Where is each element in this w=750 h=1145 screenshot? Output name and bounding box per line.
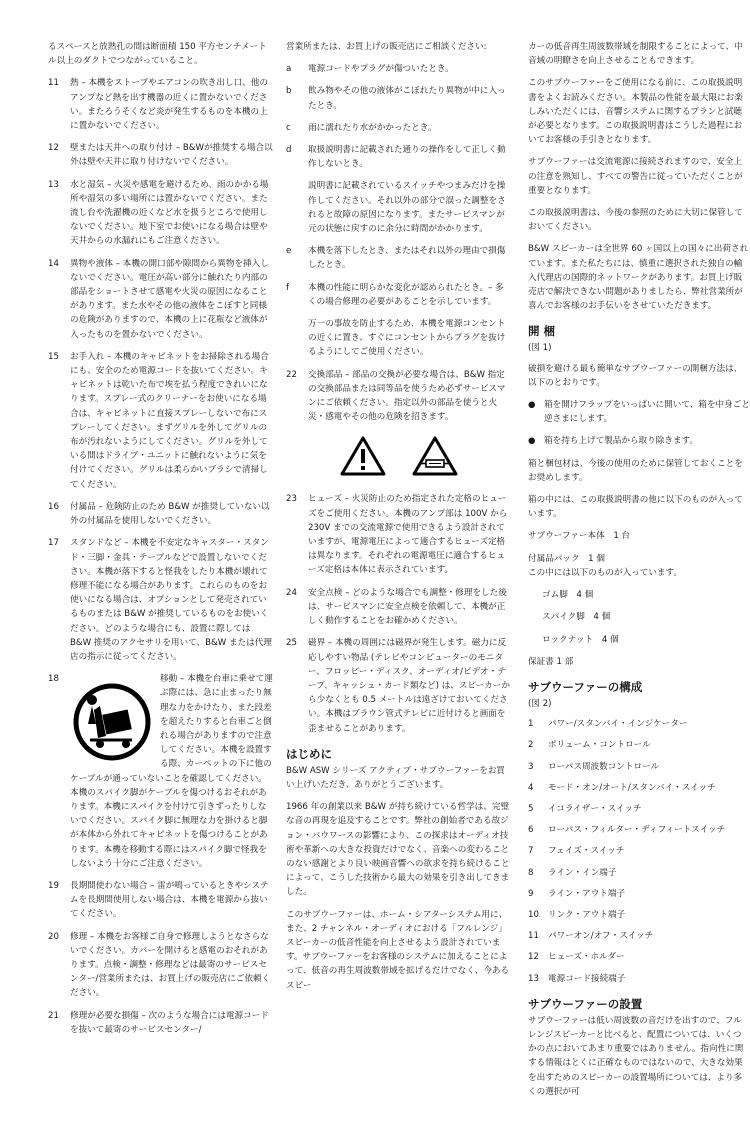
item-number: 19: [48, 880, 59, 891]
item-number: 15: [48, 351, 59, 362]
item-number: 9: [528, 888, 534, 899]
list-item: [528, 760, 750, 774]
list-item: [48, 141, 274, 169]
list-item: [286, 368, 512, 425]
item-number: 11: [48, 78, 59, 89]
figure-reference: (図 2): [528, 698, 552, 709]
list-item: [528, 717, 750, 731]
item-text: 電源コード接続端子: [548, 973, 626, 984]
paragraph: 箱と梱包材は、今後の使用のために保管しておくことをお奨めします。: [528, 458, 743, 483]
item-text: 壁または天井への取り付け – B&Wが推奨する場合以外は壁や天井に取り付けないでください。: [70, 143, 273, 168]
contents-line: この中には以下のものが入っています。: [528, 567, 683, 578]
paragraph: B&W ASW シリーズ アクティブ・サブウーファーをお買い上げいただき、ありがとうございます。: [286, 765, 506, 790]
item-text: 取扱説明書に記載された通りの操作をして正しく動作しないとき。: [308, 145, 506, 170]
item-letter: f: [286, 282, 290, 293]
item-text: ローパス周波数コントロール: [548, 761, 660, 772]
item-text: 熱 – 本機をストーブやエアコンの吹き出し口、他のアンプなど熱を出す機器の近くに置かないでください。またろうそくなど炎が発生するものを本機の上に置かないでください。: [70, 78, 268, 132]
item-text: フェイズ・スイッチ: [548, 846, 625, 857]
item-text: ヒューズ・ホルダー: [548, 952, 625, 963]
list-item: [528, 866, 750, 880]
item-text: スタンドなど – 本機を不安定なキャスター・スタンド・三脚・金具・テーブルなどで設置しないでください。本機が落下すると怪我をしたり本機が壊れて修理不能になる場合があります。これらのものをお使いになる場合は、オプションとして発売されているものまたは B&W が推奨しているものをお使いください。どのような場合にも、設置に際しては B&W 推奨のアクセサリを用いて、B&W または代理店の指示に従ってください。: [70, 538, 272, 662]
list-item: [286, 62, 512, 76]
item-number: 16: [48, 501, 59, 512]
item-number: 14: [48, 258, 59, 269]
list-item: [48, 1009, 274, 1037]
item-text: 電源コードやプラグが傷ついたとき。: [308, 64, 454, 75]
item-number: 24: [286, 587, 297, 598]
list-item: [48, 178, 274, 249]
item-number: 5: [528, 803, 534, 814]
item-text: 水と湿気 – 火災や感電を避けるため、雨のかかる場所や湿気の多い場所には置かないでください。また流し台や洗濯機の近くなど水を扱うところで使用しないでください。地下室でお使いになる場合は壁や天井からの水漏れにもご注意ください。: [70, 179, 269, 247]
paragraph: このサブウーファーをご使用になる前に、この取扱説明書をよくお読みください。本製品の性能を最大限にお楽しみいただくには、音響システムに関するプランと試聴が必要となります。この取扱説明書はこうした過程においてお客様の手引きとなります。: [528, 78, 743, 146]
item-text: ローパス・フィルター・ディフィートスイッチ: [548, 825, 726, 836]
item-text: 磁界 – 本機の周囲には磁界が発生します。磁力に反応しやすい物品 (テレビやコンピューターのモニター、フロッピー・ディスク、オーディオ/ビデオ・テープ、キャッシュ・カード類など) は、スピーカーから少なくとも 0.5 メートルは遠ざけておいてください。本機はブラウン管式テレビに近付けると画面を歪ませることがあります。: [308, 638, 510, 734]
item-number: 11: [528, 931, 539, 942]
cart-tipover-warning-icon: [70, 676, 154, 766]
list-item: [528, 908, 750, 922]
item-text: 雨に濡れたり水がかかったとき。: [308, 122, 437, 133]
item-number: 25: [286, 638, 297, 649]
item-text: パワーオン/オフ・スイッチ: [548, 931, 654, 942]
section-heading: 開 梱: [528, 324, 556, 339]
list-item: [48, 257, 274, 342]
item-text: 本機を落下したとき、またはそれ以外の理由で損傷したとき。: [308, 246, 506, 271]
bullet-text: 箱を持ち上げて製品から取り除きます。: [544, 436, 699, 447]
bullet-item: [528, 434, 750, 448]
contents-line: サブウーファー本体 1 台: [528, 531, 631, 542]
item-number: 18: [48, 674, 59, 685]
list-item: [528, 802, 750, 816]
paragraph: サブウーファーは低い周波数の音だけを出すので、フルレンジスピーカーと比べると、配置については、いくつかの点においてあまり重要ではありません。指向性に関する情報はとくに正確なものではないので、大きな効果を出すためのスピーカーの設置場所については、より多くの選択が可: [528, 1015, 744, 1097]
item-text: イコライザー・スイッチ: [548, 803, 642, 814]
section-heading: サブウーファーの構成: [528, 679, 643, 694]
list-item: [286, 84, 512, 112]
paragraph: サブウーファーは交流電源に接続されますので、安全上の注意を熟知し、すべての警告に従っていただくことが重要となります。: [528, 157, 743, 196]
item-number: 17: [48, 538, 59, 549]
component-list: [528, 717, 750, 986]
item-text: ボリューム・コントロール: [548, 740, 651, 751]
item-text: 付属品 – 危険防止のため B&W が推奨していない以外の付属品を使用しないでください。: [70, 501, 270, 527]
sub-paragraph: 万一の事故を防止するため、本機を電源コンセントの近くに置き、すぐにコンセントからプラグを抜けるようにしてご使用ください。: [308, 319, 506, 358]
item-number: 8: [528, 867, 534, 878]
fuse-warning-icon: [412, 436, 458, 476]
list-item: [528, 972, 750, 986]
item-text: 移動 – 本機を台車に乗せて運ぶ際には、急に止まったり無理な力をかけたり、また段差を超えたりすると台車ごと倒れる場合がありますので注意してください。本機を設置する際、カーペットの下に他のケーブルが通っていないことを確認してください。本機のスパイク脚がケーブルを傷つけるおそれがあります。本機にスパイクを付けて引きずったりしないでください。スパイク脚に無理な力を掛けると脚が本体から外れてキャビネットを傷つけることがあります。本機を移動する際にはスパイク脚で怪我をしないよう十分にご注意ください。: [70, 674, 273, 869]
bullet-dot-icon: ●: [528, 436, 536, 447]
list-item: [48, 350, 274, 492]
contents-part: ゴム脚 4 個: [542, 590, 594, 601]
item-text: 異物や液体 – 本機の開口部や隙間から異物を挿入しないでください。電圧が高い部分に触れたり内部の部品をショートさせて感電や火災の原因になることがあります。また水やその他の液体をこぼすと同様の危険がありますので、本機の上に花瓶など液体が入ったものを置かないでください。: [70, 258, 269, 340]
list-item: [48, 930, 274, 1001]
item-text: 長期間使わない場合 – 雷が鳴っているときやシステムを長期間使用しない場合は、本機を電源から抜いてください。: [70, 880, 269, 920]
item-number: 22: [286, 369, 297, 380]
list-item: [528, 781, 750, 795]
item-text: ライン・アウト端子: [548, 888, 626, 899]
item-number: 7: [528, 846, 534, 857]
item-letter: e: [286, 246, 292, 257]
list-item: [286, 586, 512, 629]
paragraph: このサブウーファーは、ホーム・シアターシステム用に、また、2 チャンネル・オーディオにおける「フルレンジ」スピーカーの低音性能を向上させるよう設計されています。サブウーファーをお客様のシステムに加えることによって、低音の再生周波数帯域を拡げるだけでなく、今あるスピー: [286, 909, 510, 991]
list-item: [286, 244, 512, 272]
warning-icons: [286, 436, 512, 476]
continued-text: 営業所または、お買上げの販売店にご相談ください:: [286, 42, 487, 52]
contents-part: スパイク脚 4 個: [542, 612, 611, 623]
list-item: [528, 887, 750, 901]
paragraph: この取扱説明書は、今後の参照のために大切に保管しておいてください。: [528, 208, 743, 233]
column-middle: [286, 40, 512, 1001]
item-number: 10: [528, 909, 539, 920]
list-item-cart-warning: [48, 672, 274, 871]
item-text: 修理 – 本機をお客様ご自身で修理しようとなさらないでください。カバーを開けると感電のおそれがあります。点検・調整・修理などは最寄のサービスセンター/営業所または、お買上げの販売店にご依頼ください。: [70, 931, 271, 999]
list-item: [48, 879, 274, 922]
item-text: 交換部品 – 部品の交換が必要な場合は、B&W 指定の交換部品または同等品を使うため必ずサービスマンにご依頼ください。指定以外の部品を使うと火災・感電やその他の危険を招きます。: [308, 369, 506, 423]
item-number: 23: [286, 494, 297, 505]
list-item: [528, 738, 750, 752]
list-item: [48, 500, 274, 528]
item-number: 3: [528, 761, 534, 772]
section-heading: はじめに: [286, 746, 332, 761]
item-number: 6: [528, 825, 534, 836]
bullet-dot-icon: ●: [528, 400, 536, 411]
item-text: ライン・イン端子: [548, 867, 617, 878]
item-text: 安全点検 – どのような場合でも調整・修理をした後は、サービスマンに安全点検を依頼して、本機が正しく動作することをお確かめください。: [308, 587, 507, 627]
bullet-text: 箱を開けフラップをいっぱいに開いて、箱を中身ごと逆さまにします。: [544, 400, 750, 425]
bullet-item: [528, 398, 750, 426]
sub-paragraph: 説明書に記載されているスイッチやつまみだけを操作してください。それ以外の部分で誤った調整をされると故障の原因になります。またサービスマンが元の状態に戻すのに余分に時間がかかります。: [308, 181, 506, 235]
section-heading: サブウーファーの設置: [528, 996, 643, 1011]
item-letter: a: [286, 64, 292, 75]
item-number: 1: [528, 719, 534, 730]
column-right: [528, 40, 750, 1107]
list-item: [528, 950, 750, 964]
caution-triangle-icon: [340, 436, 386, 476]
item-number: 13: [528, 973, 539, 984]
contents-line: 付属品パック 1 個: [528, 553, 605, 564]
column-left: [48, 40, 274, 1045]
item-number: 12: [48, 143, 59, 154]
warranty-line: 保証書 1 部: [528, 656, 574, 667]
item-letter: b: [286, 86, 292, 97]
item-text: 修理が必要な損傷 – 次のような場合には電源コードを抜いて最寄のサービスセンター/: [70, 1010, 269, 1035]
list-item: [48, 536, 274, 664]
list-item: [286, 121, 512, 135]
list-item: [528, 929, 750, 943]
item-number: 2: [528, 740, 534, 751]
paragraph: 箱の中には、この取扱説明書の他に以下のものが入っています。: [528, 495, 743, 520]
item-letter: c: [286, 122, 291, 133]
item-number: 4: [528, 782, 534, 793]
paragraph: カーの低音再生周波数帯域を制限することによって、中音域の明瞭さを向上させることもできます。: [528, 42, 743, 67]
item-text: ヒューズ – 火災防止のため指定された定格のヒューズをご使用ください。本機のアンプ部は 100V から 230V までの交流電源で使用できるよう設計されていますが、電源電圧によって適合するヒューズ定格は異なります。それぞれの電源電圧に適合するヒューズ定格は本体に表示されています。: [308, 494, 508, 576]
list-item: [48, 76, 274, 133]
item-number: 20: [48, 931, 59, 942]
item-text: お手入れ – 本機のキャビネットをお掃除される場合にも、安全のため電源コードを抜いてください。キャビネットは乾いた布で埃を払う程度できれいになります。スプレー式のクリーナーをお使いになる場合は、キャビネットに直接スプレーしないで布にスプレーしてください。まずグリルを外してグリルの布が汚れないようにしてください。グリルを外している間はドライブ・ユニットに触れないように気を付けてください。グリルは柔らかいブラシで清掃してください。: [70, 351, 269, 490]
list-item: [286, 636, 512, 735]
item-text: パワー/スタンバイ・インジケーター: [548, 719, 688, 730]
paragraph: B&W スピーカーは全世界 60 ヶ国以上の国々に出荷されています。また私たちには、慎重に選択された独自の輸入代理店の国際的ネットワークがあります。お買上げ販売店で解決できない問題がありましたら、弊社営業所が喜んでお客様のお手伝いをさせていただきます。: [528, 244, 749, 312]
list-item: [286, 281, 512, 309]
continued-text: るスペースと放熱孔の間は断面積 150 平方センチメートル以上のダクトでつながっていること。: [48, 42, 267, 67]
list-item: [528, 823, 750, 837]
contents-part: ロックナット 4 個: [542, 634, 619, 645]
list-item: [528, 844, 750, 858]
list-item: [286, 143, 512, 171]
list-item: [286, 492, 512, 577]
item-text: モード・オン/オート/スタンバイ・スイッチ: [548, 782, 716, 793]
item-number: 12: [528, 952, 539, 963]
paragraph: 破損を避ける最も簡単なサブウーファーの開梱方法は、以下のとおりです。: [528, 363, 743, 388]
item-number: 21: [48, 1010, 59, 1021]
item-text: 本機の性能に明らかな変化が認められたとき。– 多くの場合修理の必要があることを示しています。: [308, 282, 504, 307]
item-number: 13: [48, 179, 59, 190]
item-text: リンク・アウト端子: [548, 909, 626, 920]
item-text: 飲み物やその他の液体がこぼれたり異物が中に入ったとき。: [308, 86, 506, 111]
figure-reference: (図 1): [528, 343, 552, 354]
paragraph: 1966 年の創業以来 B&W が持ち続けている哲学は、完璧な音の再現を追及することです。弊社の創始者である故ジョン・バウワースの影響により、この探求はオーディオ技術や革新への大きな投資だけでなく、音楽への変わることのない感謝とより良い映画音響への欲求を持ち続けることによって、こうした技術から最大の効果を引き出してきました。: [286, 802, 510, 898]
item-letter: d: [286, 145, 292, 156]
